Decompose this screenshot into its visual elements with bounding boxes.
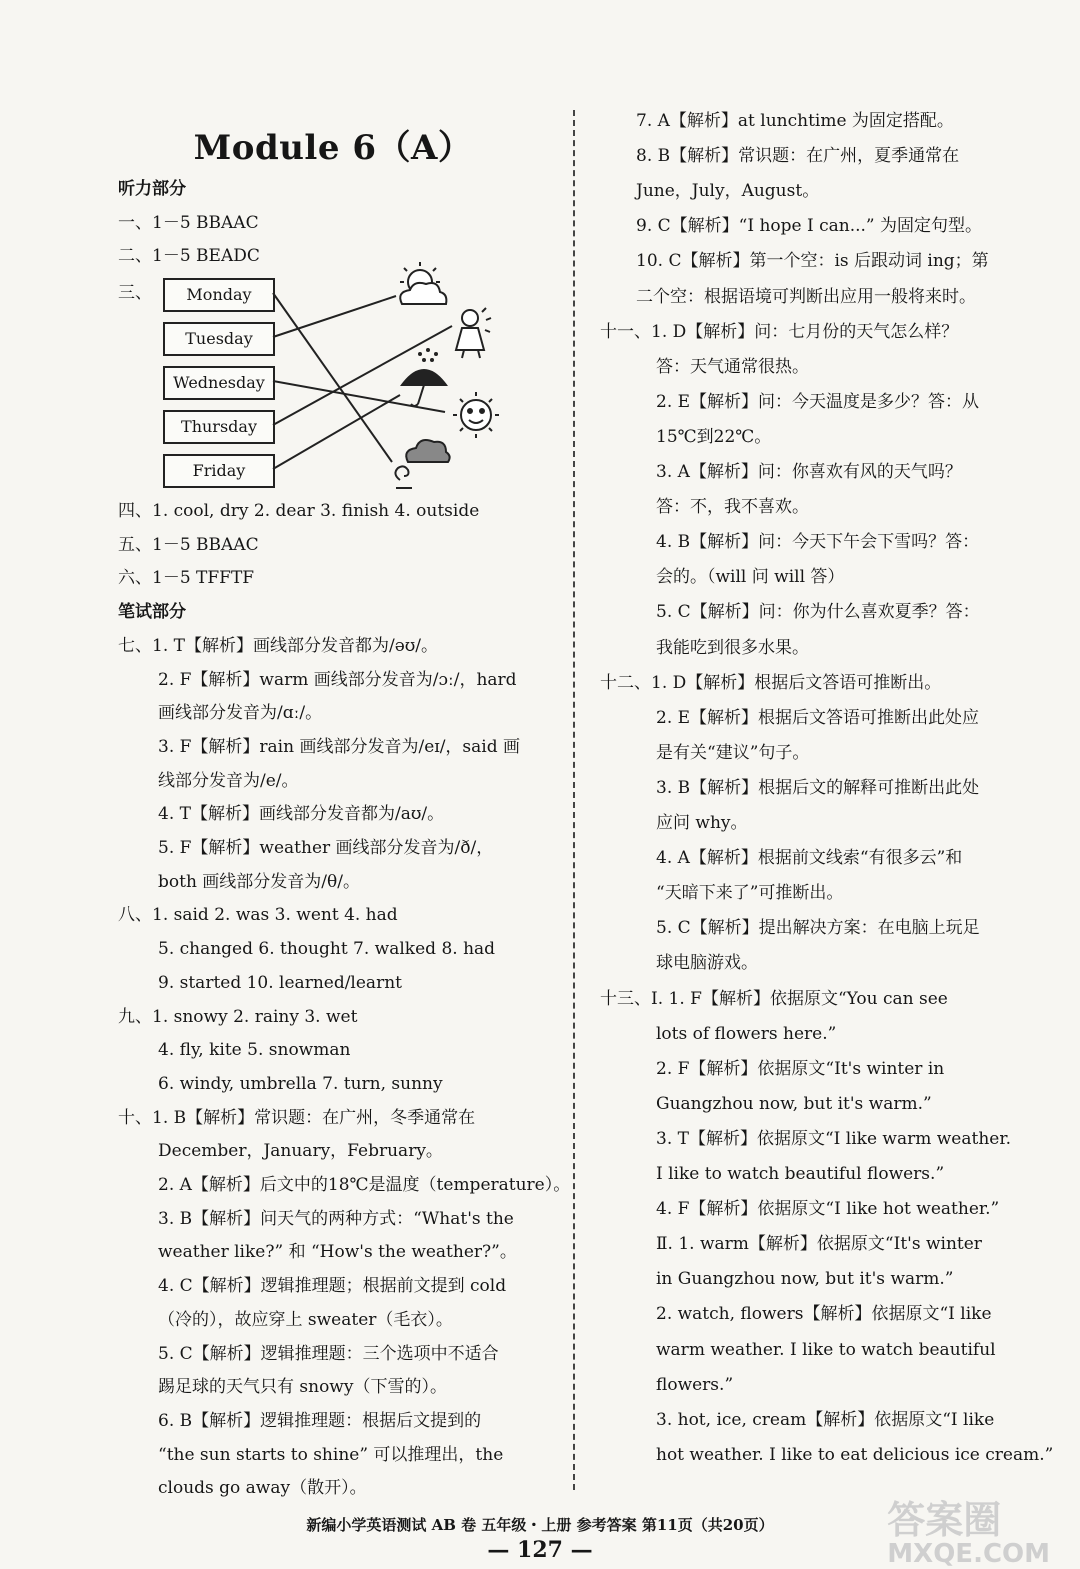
answer-line: 线部分发音为/e/。 [158, 770, 299, 791]
match-line-friday [273, 395, 400, 469]
answer-line: warm weather. I like to watch beautiful [656, 1339, 996, 1360]
answer-line: “天暗下来了”可推断出。 [656, 883, 844, 904]
answer-line: 十二、1. D【解析】根据后文答语可推断出。 [600, 672, 942, 693]
answer-line: 4. C【解析】逻辑推理题；根据前文提到 cold [158, 1276, 507, 1297]
answer-line: hot weather. I like to eat delicious ice cream.” [656, 1444, 1054, 1465]
answer-line: 我能吃到很多水果。 [656, 637, 809, 658]
answer-line: 6. windy, umbrella 7. turn, sunny [158, 1073, 443, 1094]
answer-line: 2. F【解析】依据原文“It's winter in [656, 1058, 945, 1079]
answer-line: June，July，August。 [636, 181, 820, 202]
answer-line: 3. T【解析】依据原文“I like warm weather. [656, 1128, 1011, 1149]
answer-line: flowers.” [656, 1374, 734, 1395]
answer-line: 五、1－5 BBAAC [118, 534, 259, 555]
answer-line: Guangzhou now, but it's warm.” [656, 1093, 932, 1114]
answer-line: weather like?” 和 “How's the weather?”。 [158, 1242, 517, 1263]
answer-line: 3. A【解析】问：你喜欢有风的天气吗？ [656, 462, 962, 482]
answer-line: lots of flowers here.” [656, 1023, 837, 1044]
answer-line: 5. C【解析】提出解决方案：在电脑上玩足 [656, 918, 980, 939]
answer-line: 4. A【解析】根据前文线索“有很多云”和 [656, 848, 963, 869]
sun-cloud-icon [400, 262, 446, 304]
answer-line: 答：不，我不喜欢。 [656, 497, 809, 518]
answer-line: 四、1. cool, dry 2. dear 3. finish 4. outside [118, 501, 480, 521]
answer-line: 十一、1. D【解析】问：七月份的天气怎么样？ [600, 321, 959, 342]
answer-line: December，January，February。 [158, 1141, 443, 1162]
answer-line: 七、1. T【解析】画线部分发音都为/əʊ/。 [118, 635, 439, 656]
answer-line: 3. hot, ice, cream【解析】依据原文“I like [656, 1409, 995, 1430]
answer-line: 5. F【解析】weather 画线部分发音为/ð/， [158, 838, 494, 858]
answer-line: 会的。（will 问 will 答） [656, 567, 845, 588]
answer-line: 2. A【解析】后文中的18℃是温度（temperature）。 [158, 1175, 571, 1195]
day-box-tuesday: Tuesday [163, 322, 275, 356]
watermark-logo: 答案圈 MXQE.COM [887, 1498, 1050, 1569]
cold-person-icon [456, 308, 491, 358]
match-line-monday [273, 293, 392, 462]
answer-line: 5. C【解析】问：你为什么喜欢夏季？答： [656, 602, 980, 623]
answer-line: 9. started 10. learned/learnt [158, 972, 402, 993]
answer-line: 踢足球的天气只有 snowy（下雪的）。 [158, 1377, 447, 1398]
answer-line: 4. F【解析】依据原文“I like hot weather.” [656, 1199, 1000, 1220]
answer-line: （冷的），故应穿上 sweater（毛衣）。 [158, 1309, 453, 1330]
answer-line: 3. B【解析】根据后文的解释可推断出此处 [656, 777, 980, 798]
answer-line: 九、1. snowy 2. rainy 3. wet [118, 1006, 358, 1027]
umbrella-rain-icon [402, 348, 446, 406]
answer-line: 球电脑游戏。 [656, 953, 758, 974]
answer-line: 7. A【解析】at lunchtime 为固定搭配。 [636, 111, 954, 131]
answer-line: “the sun starts to shine” 可以推理出，the [158, 1444, 504, 1465]
day-box-monday: Monday [163, 278, 275, 312]
day-box-friday: Friday [163, 454, 275, 488]
answer-line: 6. B【解析】逻辑推理题：根据后文提到的 [158, 1410, 482, 1431]
answer-line: Ⅱ. 1. warm【解析】依据原文“It's winter [656, 1234, 982, 1255]
answer-line: 画线部分发音为/ɑː/。 [158, 703, 323, 724]
answer-line: 十、1. B【解析】常识题：在广州，冬季通常在 [118, 1107, 476, 1128]
answer-line: 六、1－5 TFFTF [118, 568, 255, 589]
answer-line: 答：天气通常很热。 [656, 356, 809, 377]
section-heading: 听力部分 [118, 179, 186, 199]
cloud-wind-icon [395, 440, 449, 488]
page-number: — 127 — [487, 1537, 593, 1563]
answer-line: 二、1－5 BEADC [118, 246, 260, 267]
answer-line: 3. B【解析】问天气的两种方式：“What's the [158, 1208, 514, 1229]
answer-line: 2. F【解析】warm 画线部分发音为/ɔː/，hard [158, 669, 517, 690]
answer-line: 5. C【解析】逻辑推理题：三个选项中不适合 [158, 1343, 499, 1364]
answer-line: clouds go away（散开）。 [158, 1478, 367, 1499]
page-title: Module 6（A） [193, 128, 473, 168]
answer-line: 8. B【解析】常识题：在广州，夏季通常在 [636, 146, 960, 167]
answer-line: 15℃到22℃。 [656, 426, 772, 447]
day-box-wednesday: Wednesday [163, 366, 275, 400]
answer-line: 5. changed 6. thought 7. walked 8. had [158, 939, 496, 960]
answer-line: 十三、Ⅰ. 1. F【解析】依据原文“You can see [600, 988, 948, 1009]
answer-line: 是有关“建议”句子。 [656, 742, 810, 763]
answer-line: 3. F【解析】rain 画线部分发音为/eɪ/，said 画 [158, 736, 521, 757]
answer-line: both 画线部分发音为/θ/。 [158, 871, 360, 892]
answer-line: 二个空：根据语境可判断出应用一般将来时。 [636, 286, 976, 307]
answer-line: 应问 why。 [656, 813, 748, 833]
match-line-tuesday [273, 296, 396, 337]
answer-line: 2. E【解析】根据后文答语可推断出此处应 [656, 707, 980, 728]
answer-line: 八、1. said 2. was 3. went 4. had [118, 905, 398, 926]
answer-line: 一、1－5 BBAAC [118, 212, 259, 233]
day-box-thursday: Thursday [163, 410, 275, 444]
answer-line: I like to watch beautiful flowers.” [656, 1164, 945, 1184]
answer-line: 4. B【解析】问：今天下午会下雪吗？答： [656, 532, 980, 553]
answer-line: 2. E【解析】问：今天温度是多少？答：从 [656, 391, 980, 412]
answer-line: 4. T【解析】画线部分发音都为/aʊ/。 [158, 804, 445, 825]
answer-line: 2. watch, flowers【解析】依据原文“I like [656, 1304, 992, 1325]
answer-line: 9. C【解析】“I hope I can...” 为固定句型。 [636, 216, 983, 237]
answer-line: in Guangzhou now, but it's warm.” [656, 1269, 954, 1290]
sun-face-icon [453, 392, 499, 438]
answer-line: 三、 [118, 283, 152, 303]
footer-text: 新编小学英语测试 AB 卷 五年级・上册 参考答案 第11页（共20页） [306, 1516, 774, 1534]
answer-line: 4. fly, kite 5. snowman [158, 1040, 351, 1061]
section-heading: 笔试部分 [118, 602, 186, 623]
answer-line: 10. C【解析】第一个空：is 后跟动词 ing；第 [636, 251, 989, 272]
